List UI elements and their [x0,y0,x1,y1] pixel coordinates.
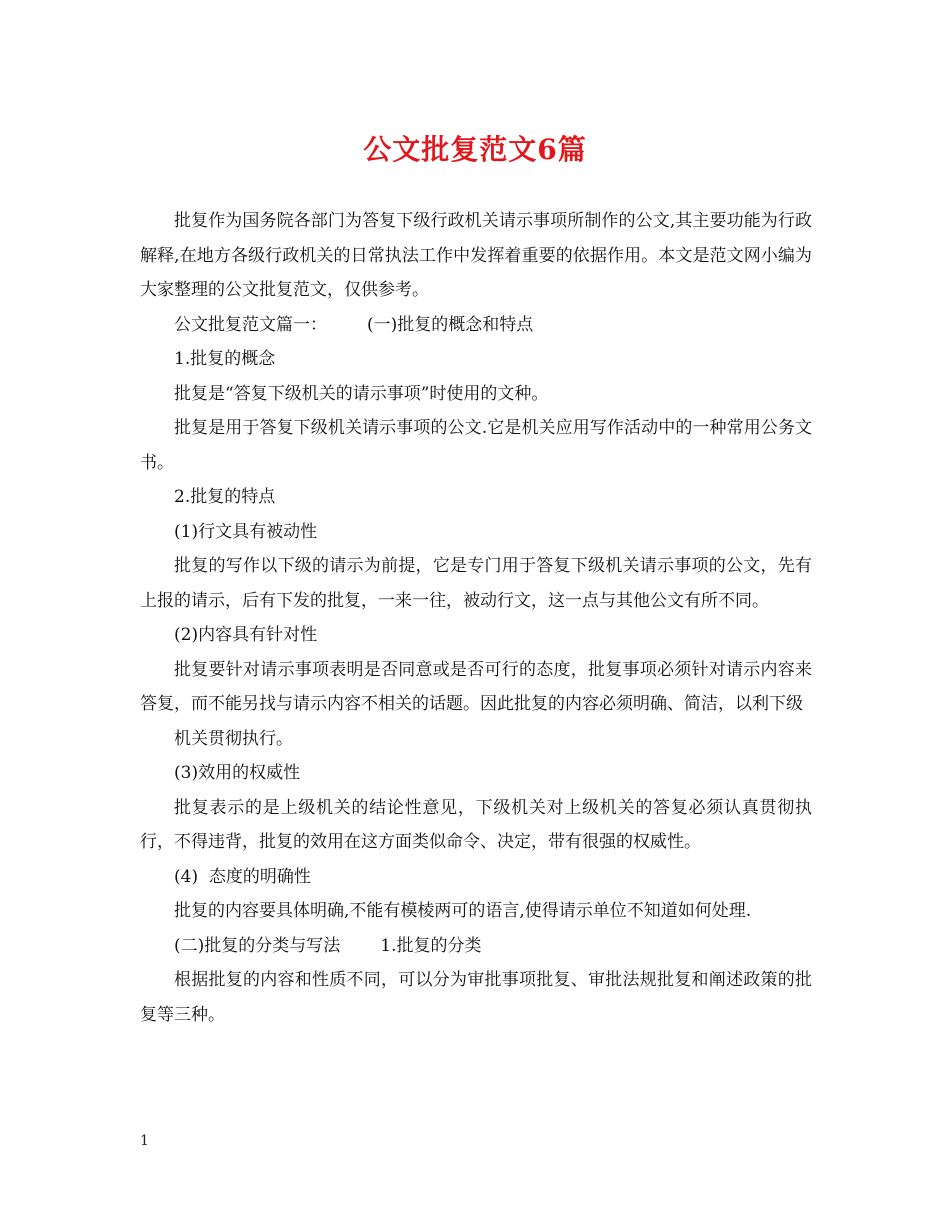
section-one-heading: (一)批复的概念和特点 [367,314,534,335]
paragraph-feature-1-heading: (1)行文具有被动性 [174,521,318,542]
document-body [140,204,812,1032]
paragraph-feature-1-body: 批复的写作以下级的请示为前提，它是专门用于答复下级机关请示事项的公文，先有上报的请示，后有下发的批复，一来一往，被动行文，这一点与其他公文有所不同。 [140,556,812,611]
paragraph-concept-def: 批复是“答复下级机关的请示事项”时使用的文种。 [174,383,549,404]
paragraph-feature-3-body: 批复表示的是上级机关的结论性意见，下级机关对上级机关的答复必须认真贯彻执行，不得违背，批复的效用在这方面类似命令、决定，带有很强的权威性。 [140,797,812,852]
paragraph-intro: 批复作为国务院各部门为答复下级行政机关请示事项所制作的公文,其主要功能为行政解释,在地方各级行政机关的日常执法工作中发挥着重要的依据作用。本文是范文网小编为大家整理的公文批复范文，仅供参考。 [140,211,812,300]
paragraph-feature-4-heading: (4) 态度的明确性 [174,866,311,887]
section-two-heading: (二)批复的分类与写法 [174,935,341,956]
paragraph-section-two-heading [140,929,812,964]
classification-heading: 1.批复的分类 [380,935,482,956]
paragraph-concept-heading: 1.批复的概念 [174,349,276,369]
paragraph-feature-2-body: 批复要针对请示事项表明是否同意或是否可行的态度，批复事项必须针对请示内容来答复，而不能另找与请示内容不相关的话题。因此批复的内容必须明确、简洁，以利下级 [140,659,812,714]
paragraph-classification-body: 根据批复的内容和性质不同，可以分为审批事项批复、审批法规批复和阐述政策的批复等三种。 [140,970,812,1025]
paragraph-feature-2-continued: 机关贯彻执行。 [174,728,293,749]
document-title: 公文批复范文6篇 [363,133,587,166]
page-number: 1 [140,1133,149,1149]
paragraph-feature-4-body: 批复的内容要具体明确,不能有模棱两可的语言,使得请示单位不知道如何处理. [174,901,752,921]
article-one-label: 公文批复范文篇一： [174,314,327,335]
paragraph-feature-2-heading: (2)内容具有针对性 [174,625,318,645]
paragraph-features-heading: 2.批复的特点 [174,487,276,507]
paragraph-feature-3-heading: (3)效用的权威性 [174,763,301,783]
paragraph-section-heading [140,308,812,343]
paragraph-concept-desc: 批复是用于答复下级机关请示事项的公文.它是机关应用写作活动中的一种常用公务文书。 [140,418,812,473]
